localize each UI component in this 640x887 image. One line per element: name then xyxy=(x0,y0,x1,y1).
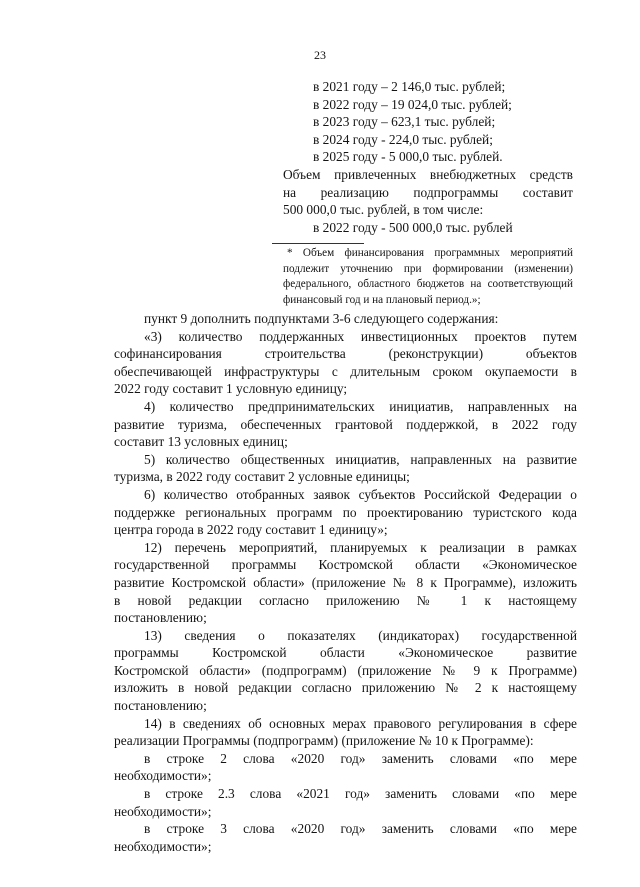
subitem-row-2 xyxy=(114,750,577,785)
paragraph-item-5 xyxy=(114,451,577,486)
paragraph-line: необходимости»; xyxy=(114,803,212,819)
budget-year-line: в 2025 году - 5 000,0 тыс. рублей. xyxy=(313,149,503,165)
paragraph-line: в строке 3 слова «2020 год» заменить словами «по мере xyxy=(144,821,577,837)
page-number: 23 xyxy=(314,48,326,62)
main-text xyxy=(114,310,577,855)
footnote-line: * Объем финансирования программных мероприятий xyxy=(287,247,573,259)
paragraph-line: постановлению; xyxy=(114,610,207,626)
budget-year-line: в 2022 году – 19 024,0 тыс. рублей; xyxy=(313,96,512,112)
paragraph-line: необходимости»; xyxy=(114,838,212,854)
paragraph-line: необходимости»; xyxy=(114,768,212,784)
footnote-line: подлежит уточнению при формировании (изменении) xyxy=(283,262,573,275)
footnote xyxy=(283,246,573,308)
paragraph-item-14 xyxy=(114,715,577,750)
paragraph-item-13 xyxy=(114,627,577,715)
budget-year-line: в 2024 году - 224,0 тыс. рублей; xyxy=(313,131,493,147)
subitem-row-2-3 xyxy=(114,785,577,820)
paragraph-line: 5) количество общественных инициатив, направленных на развитие xyxy=(144,451,577,467)
paragraph-line: 2022 году составит 1 условную единицу; xyxy=(114,381,348,397)
paragraph-item-4 xyxy=(114,398,577,451)
paragraph-line: в строке 2.3 слова «2021 год» заменить словами «по мере xyxy=(144,786,577,802)
paragraph-item-6 xyxy=(114,486,577,539)
paragraph-line: реализации Программы (подпрограмм) (приложение № 10 к Программе): xyxy=(114,733,534,749)
paragraph-line: составит 13 условных единиц; xyxy=(114,434,288,450)
paragraph-line: развитие туризма, обеспеченных грантовой поддержкой, в 2022 году xyxy=(114,416,577,432)
extra-funds-line: 500 000,0 тыс. рублей, в том числе: xyxy=(283,202,484,218)
paragraph-line: изложить в новой редакции согласно приложению № 2 к настоящему xyxy=(114,680,577,696)
footnote-line: финансовый год и на плановый период.»; xyxy=(283,293,481,306)
paragraph-line: центра города в 2022 году составит 1 единицу»; xyxy=(114,522,388,538)
paragraph-item-3 xyxy=(114,328,577,398)
paragraph-line: государственной программы Костромской области «Экономическое xyxy=(114,557,577,573)
footnote-line: федерального, областного бюджетов на соответствующий xyxy=(283,278,573,291)
paragraph-line: 14) в сведениях об основных мерах правового регулирования в сфере xyxy=(144,715,577,731)
paragraph-line: 12) перечень мероприятий, планируемых к реализации в рамках xyxy=(144,539,577,555)
extra-funds-line: на реализацию подпрограммы составит xyxy=(283,184,573,200)
extra-funds-block xyxy=(283,166,573,236)
paragraph-line: «3) количество поддержанных инвестиционных проектов путем xyxy=(144,328,577,344)
paragraph-line: обеспечивающей инфраструктуры с длительным сроком окупаемости в xyxy=(114,363,577,379)
footnote-rule xyxy=(272,243,364,244)
budget-year-line: в 2023 году – 623,1 тыс. рублей; xyxy=(313,114,496,130)
budget-year-line: в 2021 году – 2 146,0 тыс. рублей; xyxy=(313,79,506,94)
paragraph-line: программы Костромской области «Экономическое развитие xyxy=(114,645,577,661)
paragraph-line: 6) количество отобранных заявок субъектов Российской Федерации о xyxy=(144,486,577,502)
paragraph-line: 4) количество предпринимательских инициатив, направленных на xyxy=(144,398,577,414)
budget-years-list xyxy=(313,78,512,166)
subitem-row-3 xyxy=(114,820,577,855)
paragraph-line: в строке 2 слова «2020 год» заменить словами «по мере xyxy=(144,750,577,766)
paragraph-line: 13) сведения о показателях (индикаторах) государственной xyxy=(144,627,577,643)
paragraph-line: туризма, в 2022 году составит 2 условные единицы; xyxy=(114,469,410,485)
paragraph-line: поддержке региональных программ по проектированию туристского кода xyxy=(114,504,577,520)
paragraph-line: Костромской области» (подпрограмм) (приложение № 9 к Программе) xyxy=(114,662,577,678)
paragraph-item-12 xyxy=(114,539,577,627)
paragraph-line: развитие Костромской области» (приложение № 8 к Программе), изложить xyxy=(114,574,577,590)
paragraph-intro: пункт 9 дополнить подпунктами 3-6 следующего содержания: xyxy=(144,311,499,326)
paragraph-line: софинансирования строительства (реконструкции) объектов xyxy=(114,346,577,362)
extra-funds-line: Объем привлеченных внебюджетных средств xyxy=(283,167,573,182)
paragraph-line: в новой редакции согласно приложению № 1 к настоящему xyxy=(114,592,577,608)
paragraph-line: постановлению; xyxy=(114,698,207,714)
extra-funds-line: в 2022 году - 500 000,0 тыс. рублей xyxy=(313,219,513,235)
